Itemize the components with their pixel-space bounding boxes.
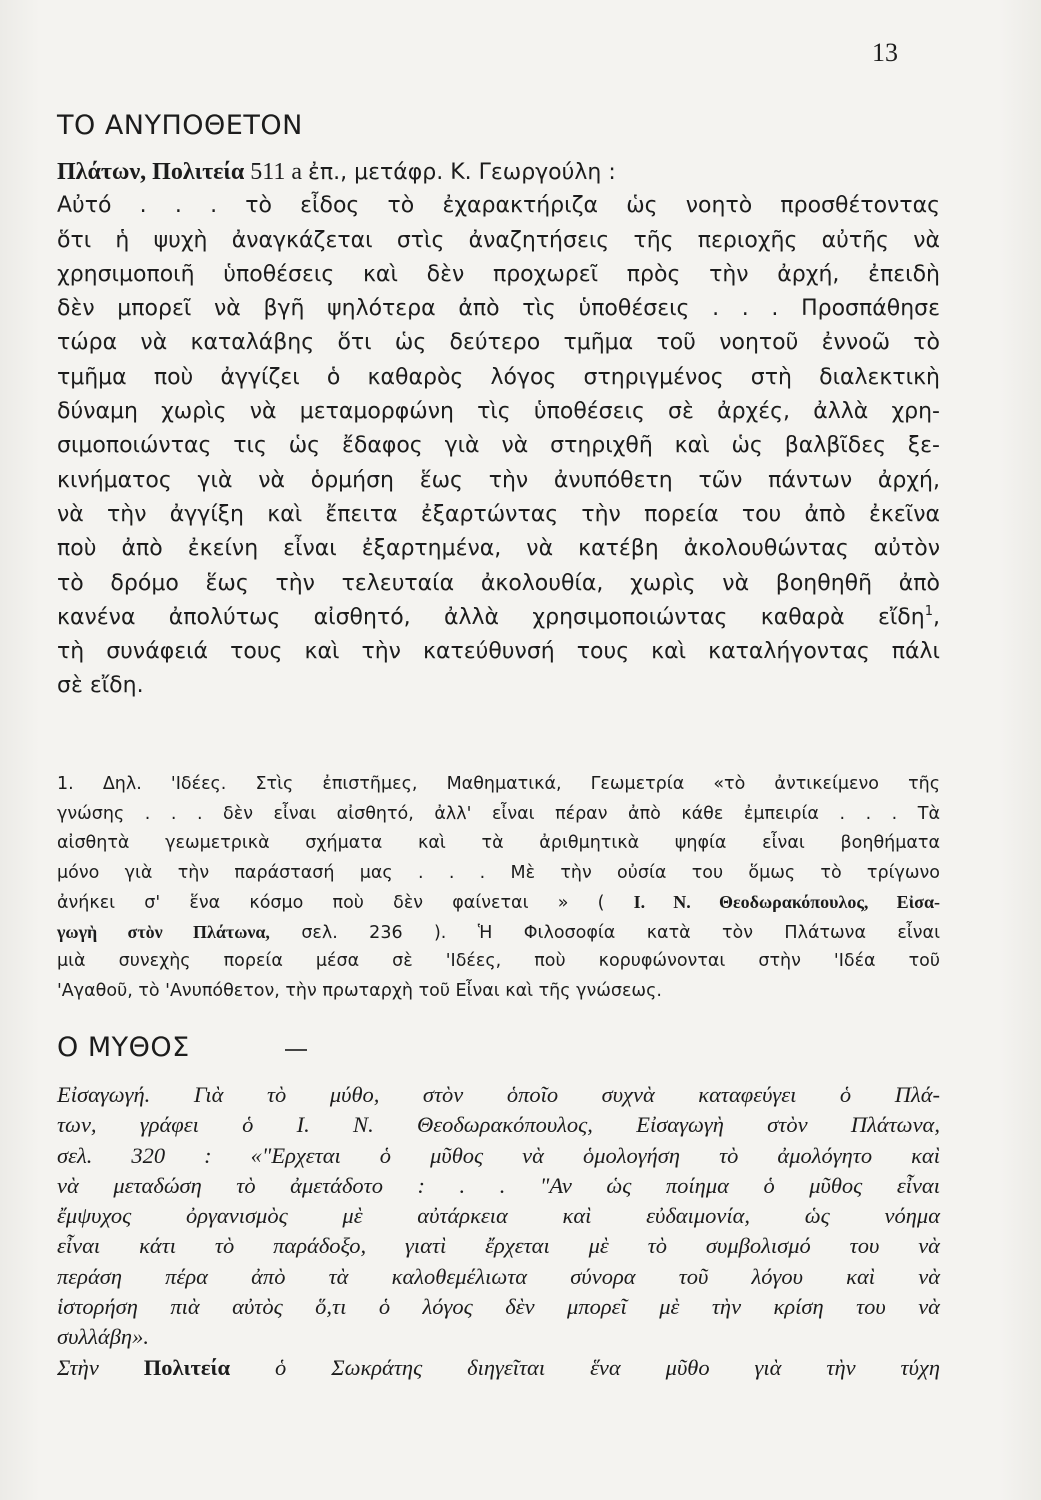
section-heading-anypotheton: ΤΟ ΑΝΥΠΟΘΕΤΟΝ [57, 110, 303, 141]
text-line: των, γράφει ὁ Ι. Ν. Θεοδωρακόπουλος, Εἰσαγωγὴ στὸν Πλάτωνα, [57, 1112, 940, 1138]
text-segment: , [933, 604, 940, 630]
text-line: δὲν μπορεῖ νὰ βγῆ ψηλότερα ἀπὸ τὶς ὑποθέσεις . . . Προσπάθησε [57, 296, 940, 322]
text-line: κινήματος γιὰ νὰ ὁρμήση ἕως τὴν ἀνυπόθετη τῶν πάντων ἀρχή, [57, 467, 940, 493]
text-line: τμῆμα ποὺ ἀγγίζει ὁ καθαρὸς λόγος στηριγμένος στὴ διαλεκτικὴ [57, 364, 940, 390]
footnote-segment: σελ. 236 ). Ἡ Φιλοσοφία κατὰ τὸν Πλάτωνα εἶναι [269, 922, 940, 943]
main-quote-block [57, 155, 940, 704]
text-line: δύναμη χωρὶς νὰ μεταμορφώνη τὶς ὑποθέσεις σὲ ἀρχές, ἀλλὰ χρη- [57, 399, 940, 425]
footnote-bold-citation: Ι. Ν. Θεοδωρακόπουλος, Εἰσα- [633, 892, 940, 912]
bold-title: Πολιτεία [143, 1354, 231, 1380]
text-line-with-footnote [57, 601, 940, 635]
section-heading-mythos: Ο ΜΥΘΟΣ [57, 1032, 190, 1063]
footnote-line: 1. Δηλ. 'Ιδέες. Στὶς ἐπιστῆμες, Μαθηματικά, Γεωμετρία «τὸ ἀντικείμενο τῆς [57, 774, 940, 794]
text-line: τὴ συνάφειά τους καὶ τὴν κατεύθυνσή τους καὶ καταλήγοντας πάλι [57, 639, 940, 665]
text-line [57, 1353, 940, 1383]
source-citation [57, 155, 940, 189]
text-line: εἶναι κάτι τὸ παράδοξο, γιατὶ ἔρχεται μὲ τὸ συμβολισμό του νὰ [57, 1233, 940, 1259]
source-rest: ἐπ., μετάφρ. Κ. Γεωργούλη : [308, 160, 616, 185]
pen-mark-decoration [285, 1049, 307, 1051]
footnote-bold-citation: γωγὴ στὸν Πλάτωνα, [57, 921, 270, 942]
footnote-line [57, 888, 940, 918]
text-line: ὅτι ἡ ψυχὴ ἀναγκάζεται στὶς ἀναζητήσεις τῆς περιοχῆς αὐτῆς νὰ [57, 227, 940, 253]
text-line: νὰ μεταδώση τὸ ἀμετάδοτο : . . "Αν ὡς ποίημα ὁ μῦθος εἶναι [57, 1172, 940, 1198]
text-line: ἱστορήση πιὰ αὐτὸς ὅ,τι ὁ λόγος δὲν μπορεῖ μὲ τὴν κρίση του νὰ [57, 1294, 940, 1320]
text-line: Εἰσαγωγή. Γιὰ τὸ μύθο, στὸν ὁποῖο συχνὰ καταφεύγει ὁ Πλά- [57, 1082, 940, 1107]
text-segment: Στὴν [57, 1354, 144, 1380]
footnote-segment: ἀνήκει σ' ἕνα κόσμο ποὺ δὲν φαίνεται » ( [57, 893, 634, 913]
text-line: τώρα νὰ καταλάβης ὅτι ὡς δεύτερο τμῆμα τοῦ νοητοῦ ἐννοῶ τὸ [57, 330, 940, 356]
footnote-marker: 1 [924, 603, 933, 619]
myth-intro-block [57, 1080, 940, 1383]
text-line: περάση πέρα ἀπὸ τὰ καλοθεμέλιωτα σύνορα τοῦ λόγου καὶ νὰ [57, 1263, 940, 1289]
page-number: 13 [872, 38, 898, 67]
text-line: νὰ τὴν ἀγγίξη καὶ ἔπειτα ἐξαρτώντας τὴν πορεία του ἀπὸ ἐκεῖνα [57, 501, 940, 527]
text-line: τὸ δρόμο ἕως τὴν τελευταία ἀκολουθία, χωρὶς νὰ βοηθηθῆ ἀπὸ [57, 570, 940, 596]
text-segment: κανένα ἀπολύτως αἰσθητό, ἀλλὰ χρησιμοποιώντας καθαρὰ εἴδη [57, 604, 925, 630]
footnote-line: μόνο γιὰ τὴν παράστασή μας . . . Μὲ τὴν οὐσία του ὅμως τὸ τρίγωνο [57, 862, 940, 883]
text-line: ποὺ ἀπὸ ἐκείνη εἶναι ἐξαρτημένα, νὰ κατέβη ἀκολουθώντας αὐτὸν [57, 536, 940, 562]
footnote-line: μιὰ συνεχὴς πορεία μέσα σὲ 'Ιδέες, ποὺ κορυφώνονται στὴν 'Ιδέα τοῦ [57, 951, 940, 971]
text-line: συλλάβη». [57, 1324, 149, 1350]
text-segment: ὁ Σωκράτης διηγεῖται ἕνα μῦθο γιὰ τὴν τύχη [230, 1354, 940, 1380]
text-line: σὲ εἴδη. [57, 673, 144, 699]
text-line: Αὐτό . . . τὸ εἶδος τὸ ἐχαρακτήριζα ὡς νοητὸ προσθέτοντας [57, 193, 940, 219]
source-ref: 511 a [244, 159, 308, 185]
footnote-line: αἰσθητὰ γεωμετρικὰ σχήματα καὶ τὰ ἀριθμητικὰ ψηφία εἶναι βοηθήματα [57, 833, 940, 853]
footnote-line: 'Αγαθοῦ, τὸ 'Ανυπόθετον, τὴν πρωταρχὴ τοῦ Εἶναι καὶ τῆς γνώσεως. [57, 980, 662, 1001]
text-line: ἔμψυχος ὀργανισμὸς μὲ αὐτάρκεια καὶ εὐδαιμονία, ὡς νόημα [57, 1203, 940, 1229]
text-line: σελ. 320 : «"Ερχεται ὁ μῦθος νὰ ὁμολογήση τὸ ἀμολόγητο καὶ [57, 1142, 940, 1168]
text-line: χρησιμοποιῆ ὑποθέσεις καὶ δὲν προχωρεῖ πρὸς τὴν ἀρχή, ἐπειδὴ [57, 261, 940, 287]
footnote-line [57, 918, 940, 948]
text-line: σιμοποιώντας τις ὡς ἔδαφος γιὰ νὰ στηριχθῆ καὶ ὡς βαλβῖδες ξε- [57, 433, 940, 459]
source-author: Πλάτων, Πολιτεία [57, 159, 245, 185]
footnote-block [57, 770, 940, 1006]
footnote-line: γνώσης . . . δὲν εἶναι αἰσθητό, ἀλλ' εἶναι πέραν ἀπὸ κάθε ἐμπειρία . . . Τὰ [57, 803, 940, 824]
